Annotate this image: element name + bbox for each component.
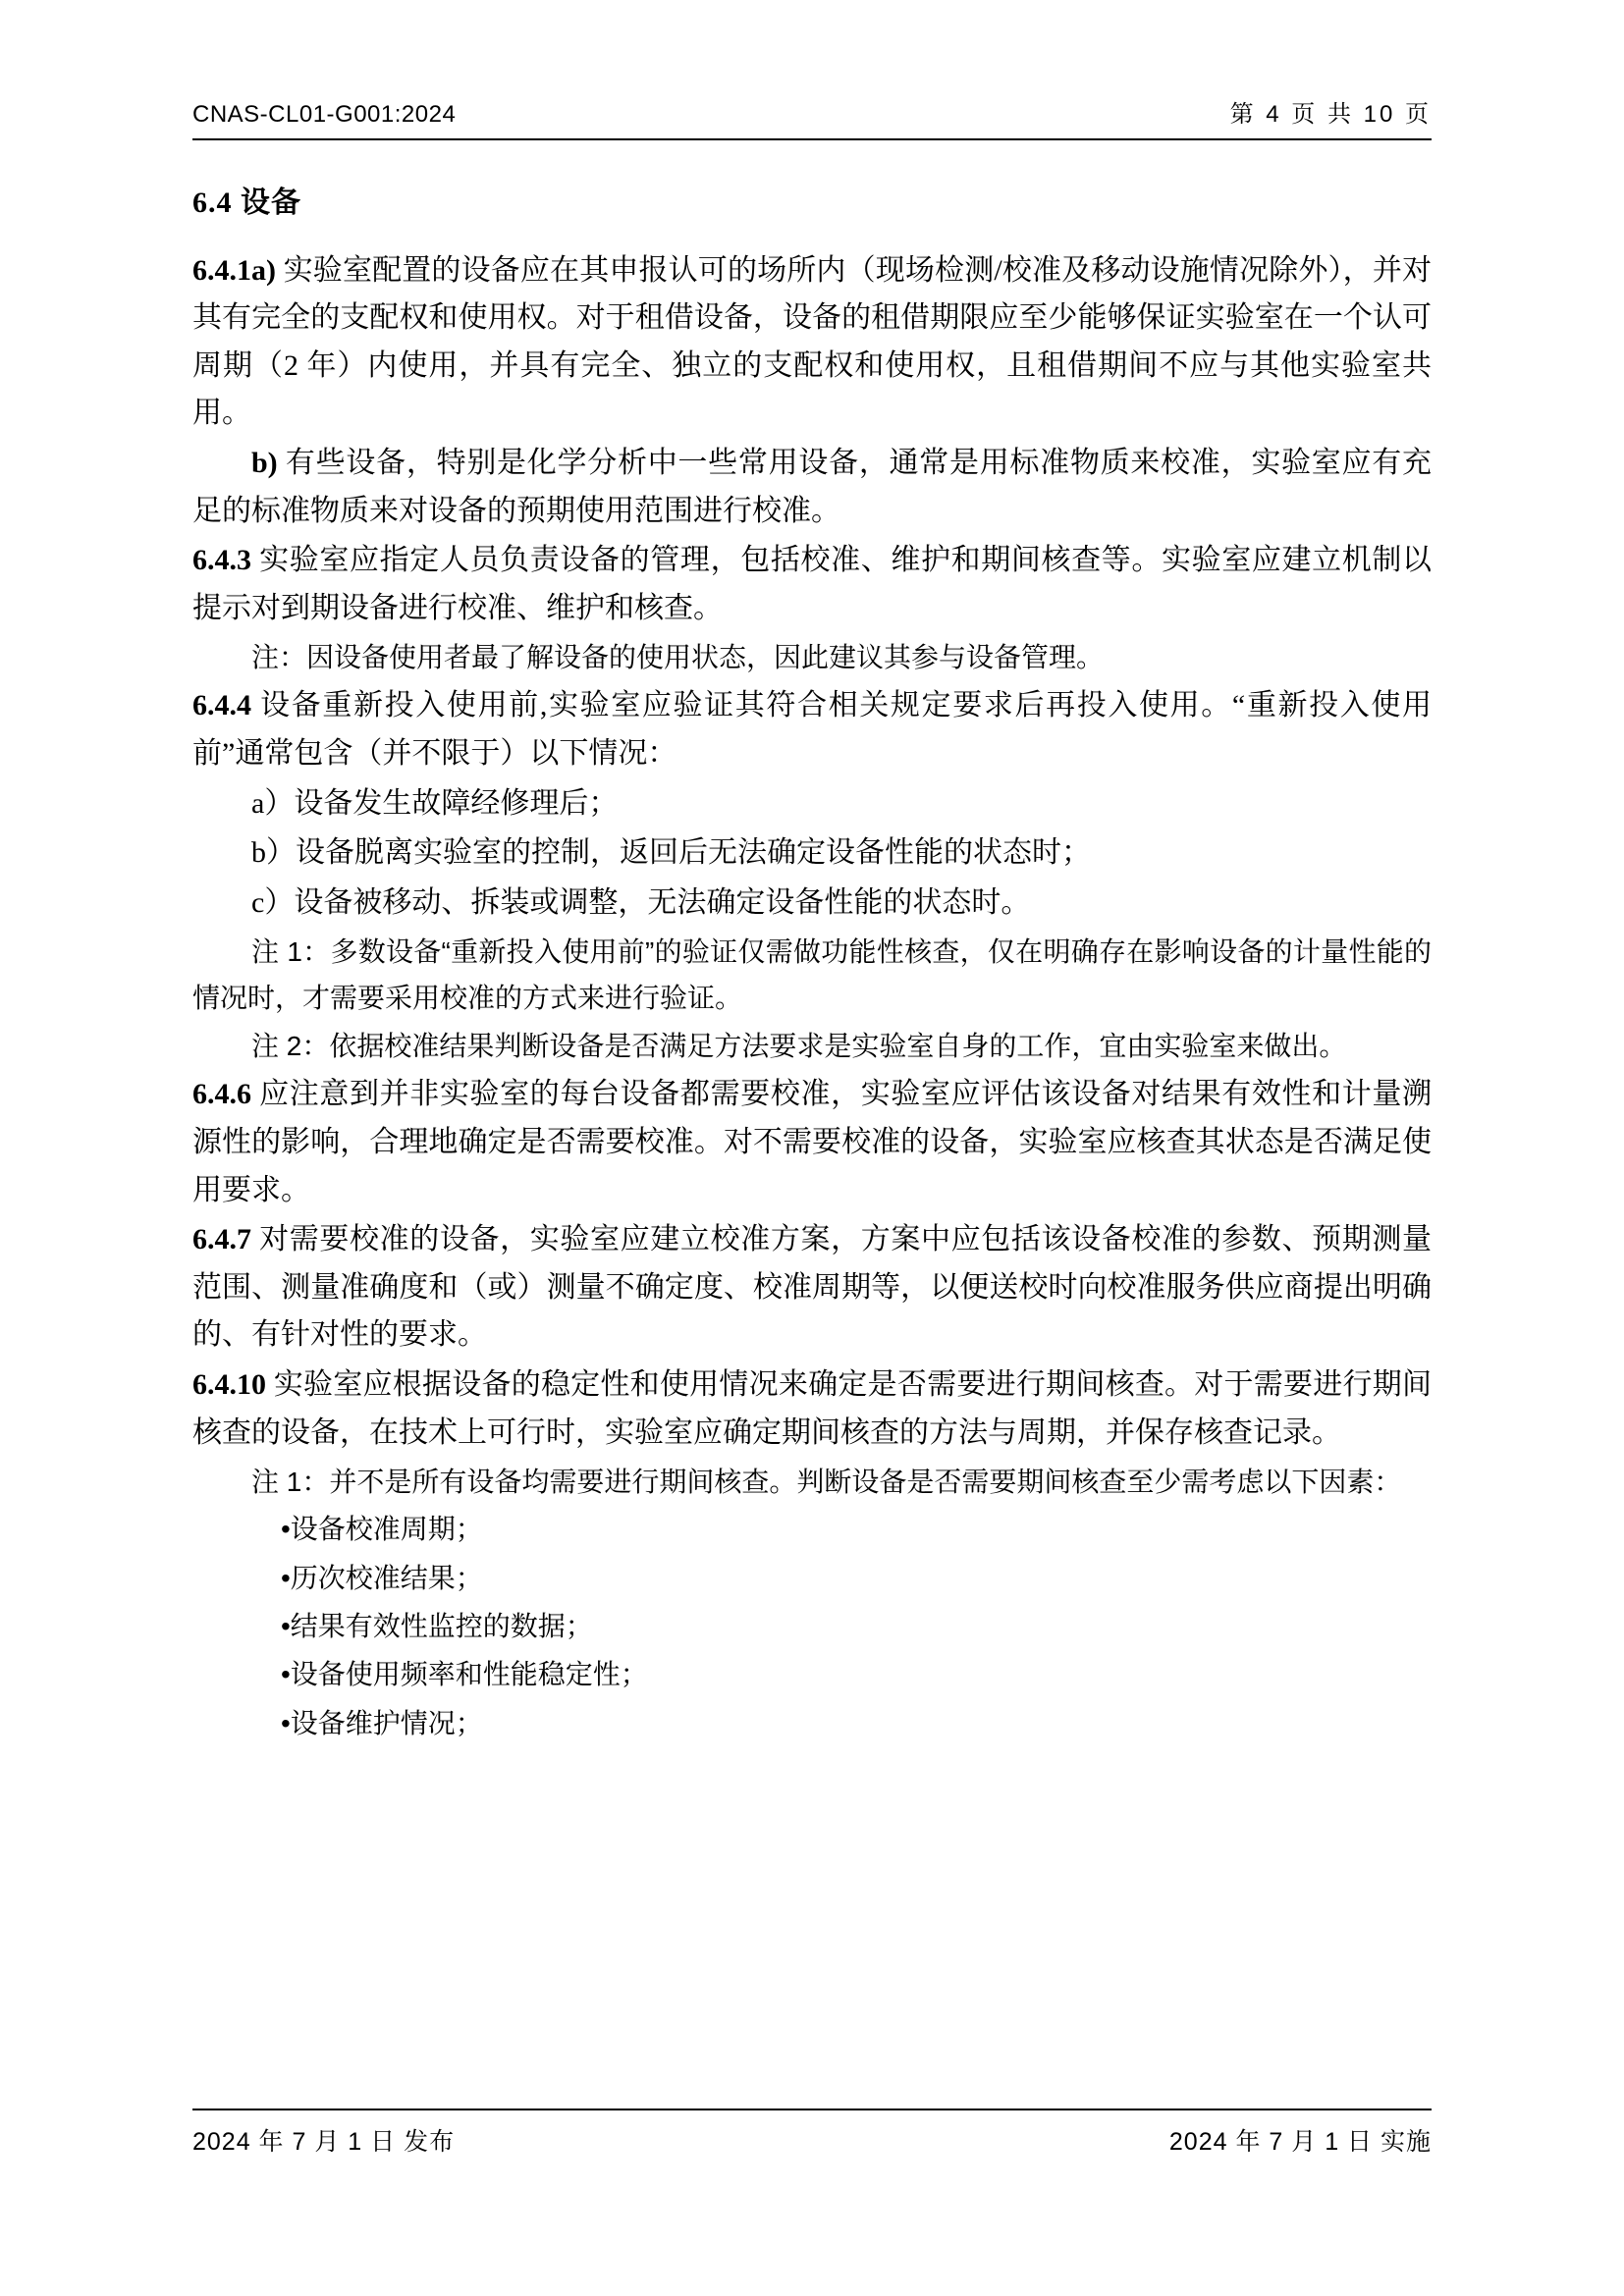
bullet-item-maintenance: •设备维护情况； (281, 1707, 483, 1738)
clause-number: 6.4.3 (192, 544, 251, 577)
paragraph-6-4-7 (192, 1216, 1432, 1360)
paragraph-6-4-4 (192, 682, 1432, 777)
clause-text: 对需要校准的设备，实验室应建立校准方案，方案中应包括该设备校准的参数、预期测量范围、测量准确度和（或）测量不确定度、校准周期等，以便送校时向校准服务供应商提出明确的、有针对性的要求。 (192, 1223, 1433, 1352)
list-item-b: b）设备脱离实验室的控制，返回后无法确定设备性能的状态时； (251, 836, 1091, 870)
clause-number: 6.4.4 (192, 689, 251, 722)
footer-effective-date: 2024 年 7 月 1 日 实施 (1168, 2128, 1432, 2156)
paragraph-6-4-6 (192, 1071, 1432, 1214)
paragraph-6-4-10 (192, 1362, 1432, 1457)
clause-number: 6.4.7 (192, 1223, 251, 1256)
paragraph-6-4-3 (192, 537, 1432, 632)
note-1-6-4-4: 注 1：多数设备“重新投入使用前”的验证仅需做功能性核查，仅在明确存在影响设备的计量性能的情况时，才需要采用校准的方式来进行验证。 (192, 936, 1432, 1014)
clause-text: 实验室配置的设备应在其申报认可的场所内（现场检测/校准及移动设施情况除外），并对其有完全的支配权和使用权。对于租借设备，设备的租借期限应至少能够保证实验室在一个认可周期（2 年）内使用，并具有完全、独立的支配权和使用权，且租借期间不应与其他实验室共用。 (192, 253, 1432, 430)
clause-number: 6.4.10 (192, 1368, 266, 1401)
clause-text: 设备重新投入使用前,实验室应验证其符合相关规定要求后再投入使用。“重新投入使用前”通常包含（并不限于）以下情况： (192, 689, 1432, 770)
bullet-item-usage-frequency: •设备使用频率和性能稳定性； (281, 1659, 648, 1690)
bullet-item-calibration-cycle: •设备校准周期； (281, 1514, 483, 1545)
list-item-a: a）设备发生故障经修理后； (251, 786, 619, 820)
page-number-info: 第 4 页 共 10 页 (1229, 101, 1432, 128)
clause-text: 有些设备，特别是化学分析中一些常用设备，通常是用标准物质来校准，实验室应有充足的标准物质来对设备的预期使用范围进行校准。 (192, 446, 1433, 527)
paragraph-6-4-1b (192, 440, 1432, 535)
page-content (192, 94, 1432, 1749)
bullet-item-calibration-results: •历次校准结果； (281, 1562, 483, 1593)
paragraph-6-4-1a (192, 247, 1432, 438)
clause-number: b) (251, 446, 278, 479)
clause-text: 应注意到并非实验室的每台设备都需要校准，实验室应评估该设备对结果有效性和计量溯源性的影响，合理地确定是否需要校准。对不需要校准的设备，实验室应核查其状态是否满足使用要求。 (192, 1078, 1433, 1206)
clause-number: 6.4.6 (192, 1078, 251, 1111)
document-body (192, 180, 1432, 1745)
note-6-4-3: 注：因设备使用者最了解设备的使用状态，因此建议其参与设备管理。 (251, 642, 1105, 673)
document-code: CNAS-CL01-G001:2024 (192, 101, 457, 128)
page-footer (192, 2109, 1432, 2158)
clause-number: 6.4.1a) (192, 253, 276, 287)
note-1-6-4-10: 注 1：并不是所有设备均需要进行期间核查。判断设备是否需要期间核查至少需考虑以下因素： (251, 1467, 1402, 1498)
section-title: 6.4 设备 (192, 187, 301, 219)
footer-issue-date: 2024 年 7 月 1 日 发布 (192, 2128, 456, 2156)
list-item-c: c）设备被移动、拆装或调整，无法确定设备性能的状态时。 (251, 885, 1031, 919)
page-header (192, 94, 1432, 140)
bullet-item-monitoring-data: •结果有效性监控的数据； (281, 1610, 593, 1641)
clause-text: 实验室应根据设备的稳定性和使用情况来确定是否需要进行期间核查。对于需要进行期间核查的设备，在技术上可行时，实验室应确定期间核查的方法与周期，并保存核查记录。 (192, 1368, 1433, 1449)
clause-text: 实验室应指定人员负责设备的管理，包括校准、维护和期间核查等。实验室应建立机制以提示对到期设备进行校准、维护和核查。 (192, 544, 1433, 624)
note-2-6-4-4: 注 2：依据校准结果判断设备是否满足方法要求是实验室自身的工作，宜由实验室来做出。 (251, 1031, 1347, 1062)
